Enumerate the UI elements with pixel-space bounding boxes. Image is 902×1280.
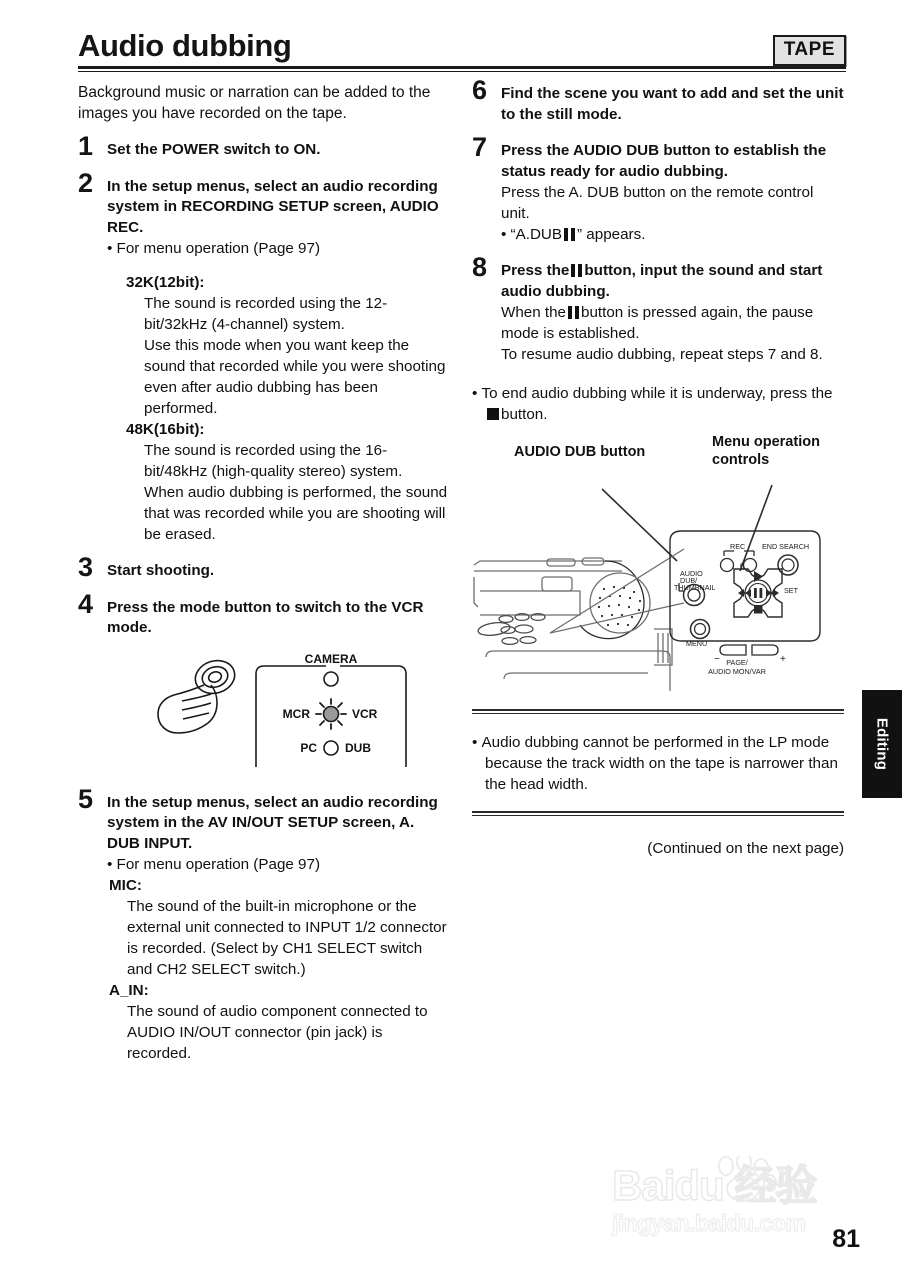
panel-label-rec: REC — [730, 542, 746, 551]
page-title: Audio dubbing — [78, 28, 292, 63]
dial-label-pc: PC — [300, 740, 317, 755]
section-tab-label: Editing — [873, 717, 891, 771]
step-body-post: button is pressed again, the pause mode is established. — [501, 304, 814, 342]
panel-label-dub: DUB/ — [680, 576, 698, 585]
camera-illustration — [472, 443, 844, 693]
header-divider — [78, 66, 846, 72]
callout-audio-dub-button: AUDIO DUB button — [514, 444, 646, 460]
step-number: 7 — [472, 132, 488, 162]
step-heading: Set the POWER switch to ON. — [107, 141, 321, 158]
step-1 — [78, 131, 450, 161]
panel-label-audio-mon: AUDIO MON/VAR — [708, 667, 766, 676]
step-heading — [501, 261, 844, 302]
definition-mic — [107, 875, 450, 980]
step-bullet: • For menu operation (Page 97) — [107, 854, 450, 875]
step-body-2: To resume audio dubbing, repeat steps 7 and 8. — [501, 346, 823, 363]
step-heading: Press the AUDIO DUB button to establish the status ready for audio dubbing. — [501, 142, 827, 180]
step-heading: In the setup menus, select an audio recording system in RECORDING SETUP screen, AUDIO REC. — [107, 177, 439, 236]
camera-controls-figure — [472, 434, 844, 693]
note-text-post: button. — [501, 406, 548, 423]
step-body: Press the A. DUB button on the remote control unit. — [501, 184, 814, 222]
watermark-main: Baidu 经验 — [612, 1162, 817, 1209]
definition-term: 32K(12bit): — [126, 274, 205, 291]
note-text-pre: To end audio dubbing while it is underway, press the — [481, 385, 833, 402]
step-bullet: • For menu operation (Page 97) — [107, 238, 450, 259]
dial-label-camera: CAMERA — [304, 651, 358, 666]
step-bullet — [501, 224, 844, 245]
continued-notice: (Continued on the next page) — [647, 840, 844, 857]
step-heading: Find the scene you want to add and set the unit to the still mode. — [501, 85, 844, 123]
definition-line: The sound of audio component connected to AUDIO IN/OUT connector (pin jack) is recorded. — [127, 1003, 428, 1062]
step-8 — [472, 252, 844, 365]
status-badge-tape: TAPE — [773, 35, 846, 66]
panel-label-menu: MENU — [686, 639, 708, 648]
definition-line: The sound of the built-in microphone or the external unit connected to INPUT 1/2 connector is recorded. (Select by CH1 SELECT switch and CH2 SELECT switch.) — [127, 898, 447, 978]
definition-line: The sound is recorded using the 12-bit/32kHz (4-channel) system. — [144, 295, 388, 333]
section-tab-editing — [862, 690, 902, 798]
page-number: 81 — [832, 1225, 860, 1253]
dial-label-mcr: MCR — [282, 706, 310, 721]
panel-label-zero: 0 — [740, 562, 745, 571]
section-divider-top — [472, 709, 844, 714]
step-number: 4 — [78, 588, 94, 619]
paw-print-icon — [708, 1156, 778, 1202]
note-end-dubbing — [472, 383, 844, 425]
watermark-sub: jingyan.baidu.com — [612, 1210, 806, 1236]
definition-term: A_IN: — [109, 982, 149, 999]
panel-label-plus: + — [780, 654, 786, 665]
pause-icon — [571, 264, 582, 277]
panel-label-minus: − — [714, 654, 720, 665]
step-heading: Press the mode button to switch to the VCR mode. — [107, 598, 424, 636]
bullet-text-post: ” appears. — [577, 226, 646, 243]
panel-label-page: PAGE/ — [726, 658, 748, 667]
right-column — [472, 75, 844, 859]
panel-label-end-search: END SEARCH — [762, 542, 810, 551]
step-3 — [78, 552, 450, 582]
panel-label-audio: AUDIO — [680, 569, 703, 578]
step-number: 3 — [78, 552, 94, 582]
dial-label-dub: DUB — [345, 740, 371, 755]
panel-label-thumbnail: THUMBNAIL — [674, 583, 716, 592]
definition-ain — [107, 980, 450, 1064]
left-column — [78, 82, 450, 1064]
definition-term: 48K(16bit): — [126, 421, 205, 438]
step-6 — [472, 75, 844, 125]
step-number: 8 — [472, 252, 488, 282]
intro-paragraph: Background music or narration can be added to the images you have recorded on the tape. — [78, 84, 431, 122]
step-body-pre: When the — [501, 304, 567, 321]
step-number: 5 — [78, 783, 94, 814]
step-heading: In the setup menus, select an audio recording system in the AV IN/OUT SETUP screen, A. DUB INPUT. — [107, 793, 438, 852]
callout-menu-operation-controls: Menu operation controls — [712, 434, 820, 468]
step-heading-post: button, input the sound and start audio dubbing. — [501, 262, 823, 300]
step-5 — [78, 783, 450, 1065]
dial-position-vcr-active[interactable] — [324, 706, 339, 721]
section-divider-bottom — [472, 811, 844, 816]
step-heading-pre: Press the — [501, 262, 570, 279]
definition-48k — [107, 419, 450, 545]
definition-line: Use this mode when you want keep the sound that recorded while you were shooting even after audio dubbing has been performed. — [144, 337, 446, 417]
definition-line: The sound is recorded using the 16-bit/48kHz (high-quality stereo) system. — [144, 442, 403, 480]
step-7 — [472, 132, 844, 245]
step-4 — [78, 588, 450, 639]
note-lp-mode: • Audio dubbing cannot be performed in the LP mode because the track width on the tape is narrower than the head width. — [472, 732, 844, 795]
dial-position-dub[interactable] — [324, 741, 338, 755]
dial-position-camera[interactable] — [324, 672, 338, 686]
stop-icon — [487, 408, 499, 420]
pause-icon — [568, 306, 579, 319]
mode-dial-figure — [78, 649, 450, 777]
step-body — [501, 302, 844, 344]
panel-label-set: SET — [784, 586, 798, 595]
definition-32k — [107, 272, 450, 419]
step-number: 6 — [472, 75, 488, 105]
step-heading: Start shooting. — [107, 562, 215, 579]
definition-line: When audio dubbing is performed, the sound that was recorded while you are shooting will be erased. — [144, 484, 448, 543]
bullet-text-pre: “A.DUB — [510, 226, 563, 243]
pause-icon — [564, 228, 575, 241]
step-2 — [78, 167, 450, 546]
step-number: 2 — [78, 167, 94, 198]
page-header — [78, 28, 846, 64]
step-number: 1 — [78, 131, 94, 161]
definition-term: MIC: — [109, 877, 142, 894]
dial-label-vcr: VCR — [352, 706, 378, 721]
mode-dial-illustration — [78, 649, 450, 777]
